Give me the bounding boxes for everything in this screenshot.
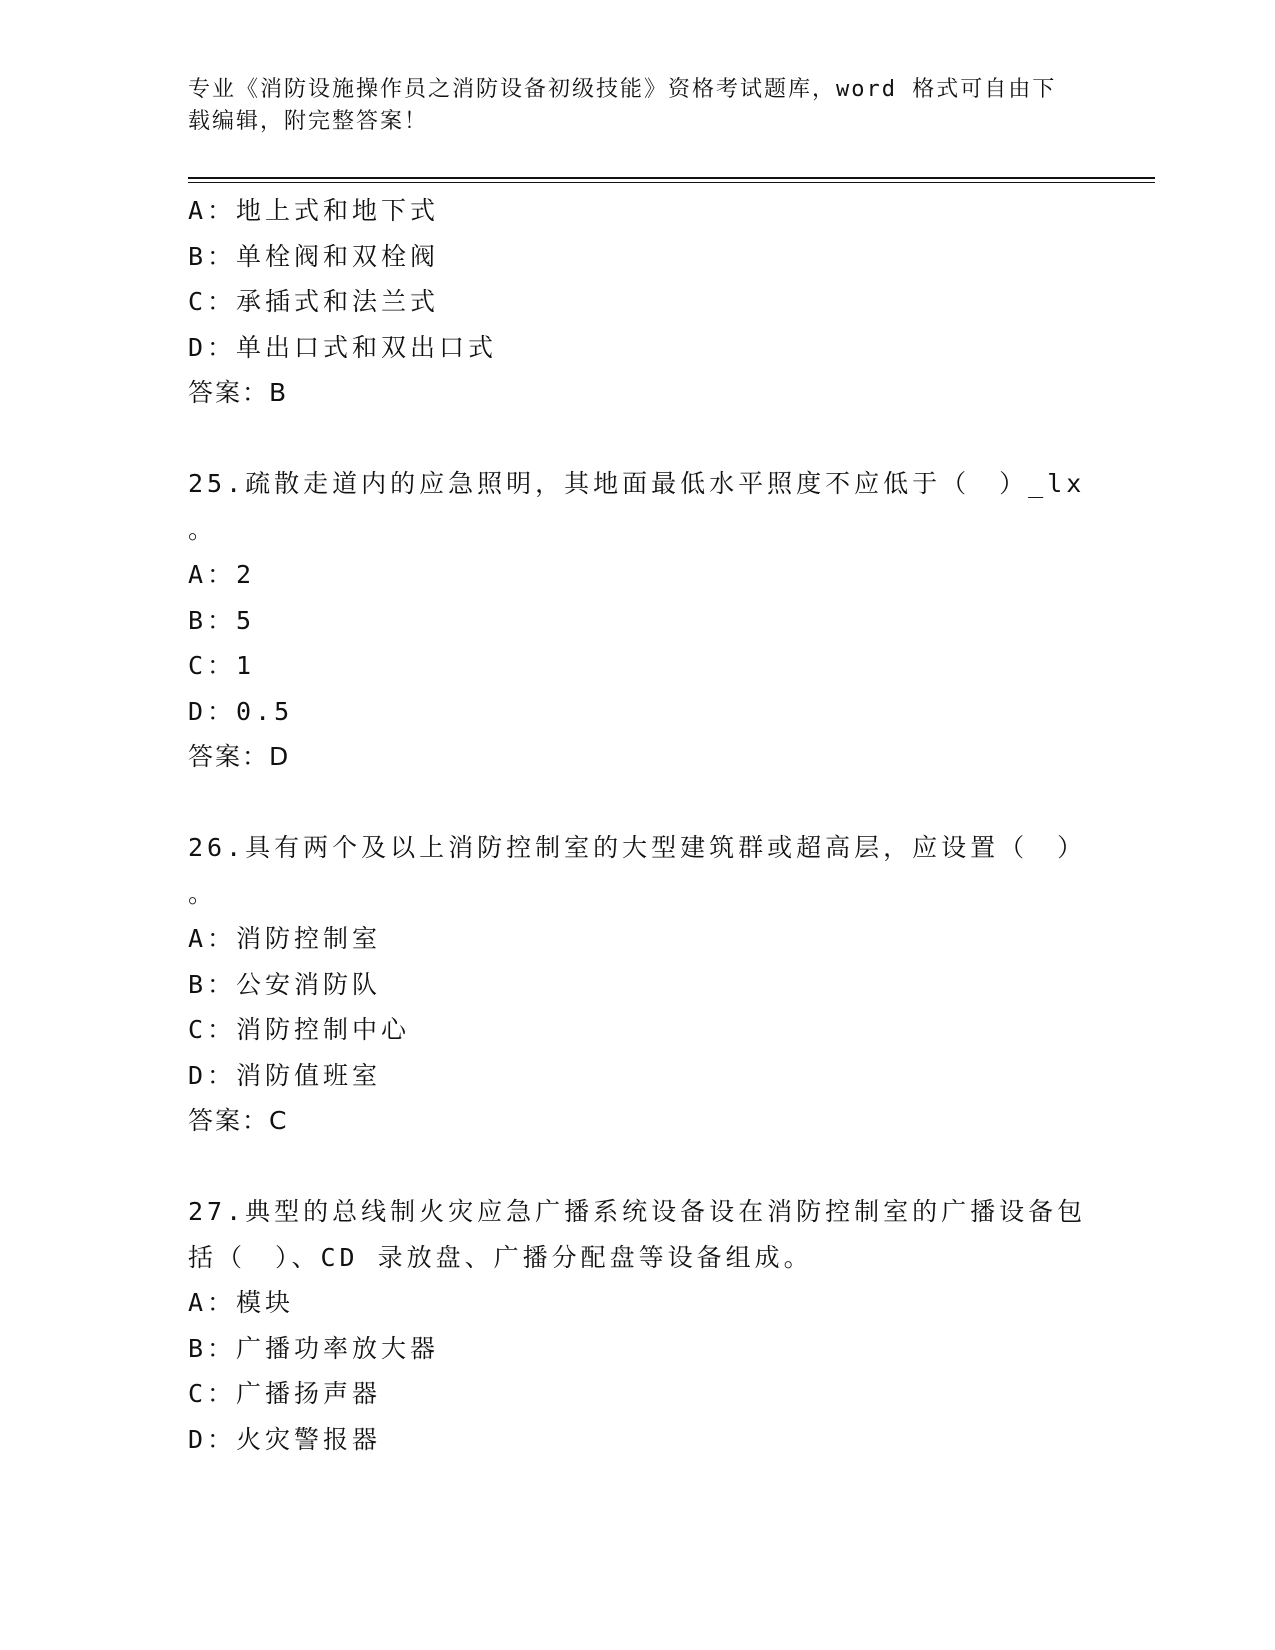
answer: 答案：C bbox=[188, 1106, 289, 1135]
option-d: D：单出口式和双出口式 bbox=[188, 332, 498, 362]
option-c: C：承插式和法兰式 bbox=[188, 287, 440, 316]
option-b: B：公安消防队 bbox=[188, 969, 382, 999]
option-b: B：广播功率放大器 bbox=[188, 1333, 440, 1363]
option-a: A：地上式和地下式 bbox=[188, 196, 440, 225]
question-stem: 26.具有两个及以上消防控制室的大型建筑群或超高层，应设置（ ） bbox=[188, 833, 1087, 862]
question-stem-continuation: 括（ ）、CD 录放盘、广播分配盘等设备组成。 bbox=[188, 1242, 813, 1272]
header-line-2: 载编辑，附完整答案！ bbox=[188, 109, 429, 134]
answer: 答案：B bbox=[188, 378, 289, 407]
option-c: C：1 bbox=[188, 651, 256, 680]
question-stem-continuation: 。 bbox=[188, 878, 218, 908]
question-26 bbox=[188, 825, 1088, 1144]
option-a: A：模块 bbox=[188, 1288, 295, 1317]
question-stem: 27.典型的总线制火灾应急广播系统设备设在消防控制室的广播设备包 bbox=[188, 1197, 1087, 1226]
option-d: D：0.5 bbox=[188, 696, 294, 726]
spacer bbox=[188, 780, 1088, 826]
option-c: C：广播扬声器 bbox=[188, 1379, 382, 1408]
question-stem: 25.疏散走道内的应急照明，其地面最低水平照度不应低于（ ）_lx bbox=[188, 469, 1086, 498]
header-divider-thin bbox=[188, 182, 1155, 183]
document-header bbox=[188, 74, 1088, 138]
question-list bbox=[188, 188, 1088, 1462]
question-stem-continuation: 。 bbox=[188, 514, 218, 544]
option-d: D：火灾警报器 bbox=[188, 1424, 382, 1454]
answer: 答案：D bbox=[188, 742, 291, 771]
header-divider-thick bbox=[188, 177, 1155, 179]
spacer bbox=[188, 1144, 1088, 1190]
question-25 bbox=[188, 461, 1088, 780]
option-b: B：5 bbox=[188, 605, 256, 635]
option-d: D：消防值班室 bbox=[188, 1060, 382, 1090]
option-a: A：消防控制室 bbox=[188, 924, 382, 953]
option-b: B：单栓阀和双栓阀 bbox=[188, 241, 440, 271]
option-a: A：2 bbox=[188, 560, 256, 589]
spacer bbox=[188, 416, 1088, 462]
option-c: C：消防控制中心 bbox=[188, 1015, 411, 1044]
question-27 bbox=[188, 1189, 1088, 1462]
question-24 bbox=[188, 188, 1088, 416]
header-line-1: 专业《消防设施操作员之消防设备初级技能》资格考试题库，word 格式可自由下 bbox=[188, 77, 1057, 102]
